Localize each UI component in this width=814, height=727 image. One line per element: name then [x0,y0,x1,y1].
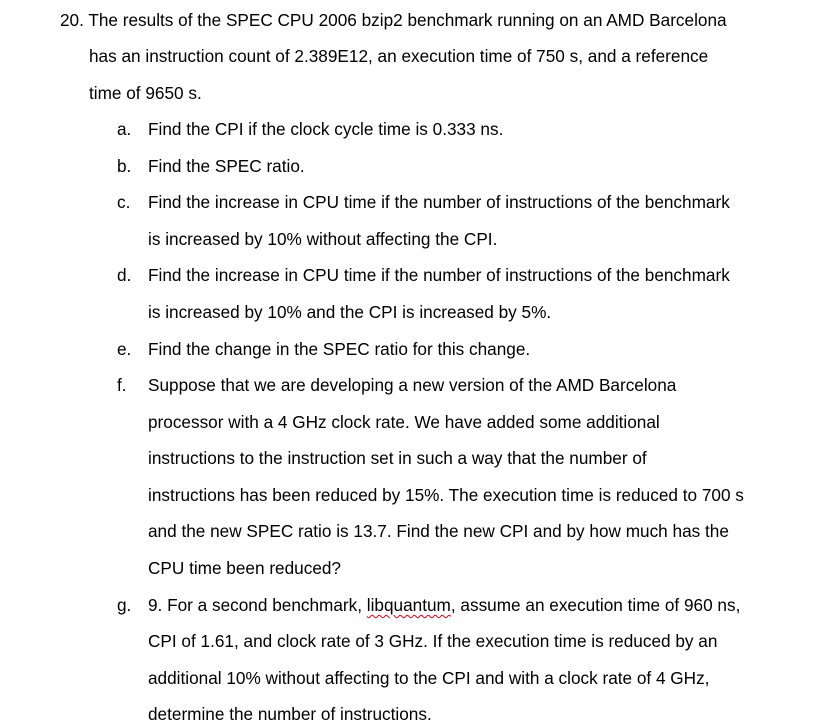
part-c-text: Find the increase in CPU time if the number of instructions of the benchmark [148,192,730,212]
part-c-label: c. [117,192,131,212]
part-b-text: Find the SPEC ratio. [148,156,305,176]
part-d-label: d. [117,265,132,285]
part-a-text: Find the CPI if the clock cycle time is 0.333 ns. [148,119,504,139]
part-g-label: g. [117,595,132,615]
intro-line: The results of the SPEC CPU 2006 bzip2 benchmark running on an AMD Barcelona [88,10,727,30]
part-e-text: Find the change in the SPEC ratio for this change. [148,339,531,359]
part-d-text: Find the increase in CPU time if the number of instructions of the benchmark [148,265,730,285]
part-f-label: f. [117,375,127,395]
part-f-text: instructions to the instruction set in such a way that the number of [148,448,647,468]
spellcheck-flagged-word[interactable]: libquantum [366,595,451,615]
part-g-text: additional 10% without affecting to the CPI and with a clock rate of 4 GHz, [148,668,710,688]
intro-line: has an instruction count of 2.389E12, an execution time of 750 s, and a reference [89,46,709,66]
part-f-text: processor with a 4 GHz clock rate. We have added some additional [148,412,660,432]
question-number-label: 20. [60,10,84,30]
part-c-text: is increased by 10% without affecting the CPI. [148,229,498,249]
part-g-text [148,595,740,615]
question-number [60,10,727,30]
part-g-text: determine the number of instructions. [148,704,432,724]
part-f-text: CPU time been reduced? [148,558,341,578]
part-f-text: instructions has been reduced by 15%. The execution time is reduced to 700 s [148,485,744,505]
part-f-text: Suppose that we are developing a new version of the AMD Barcelona [148,375,677,395]
part-a-label: a. [117,119,132,139]
part-b-label: b. [117,156,132,176]
part-g-text-start: 9. For a second benchmark, [148,595,367,615]
part-d-text: is increased by 10% and the CPI is increased by 5%. [148,302,552,322]
part-g-text: CPI of 1.61, and clock rate of 3 GHz. If the execution time is reduced by an [148,631,718,651]
part-e-label: e. [117,339,132,359]
intro-line: time of 9650 s. [89,83,202,103]
part-f-text: and the new SPEC ratio is 13.7. Find the new CPI and by how much has the [148,521,729,541]
part-g-text-tail: , assume an execution time of 960 ns, [450,595,741,615]
